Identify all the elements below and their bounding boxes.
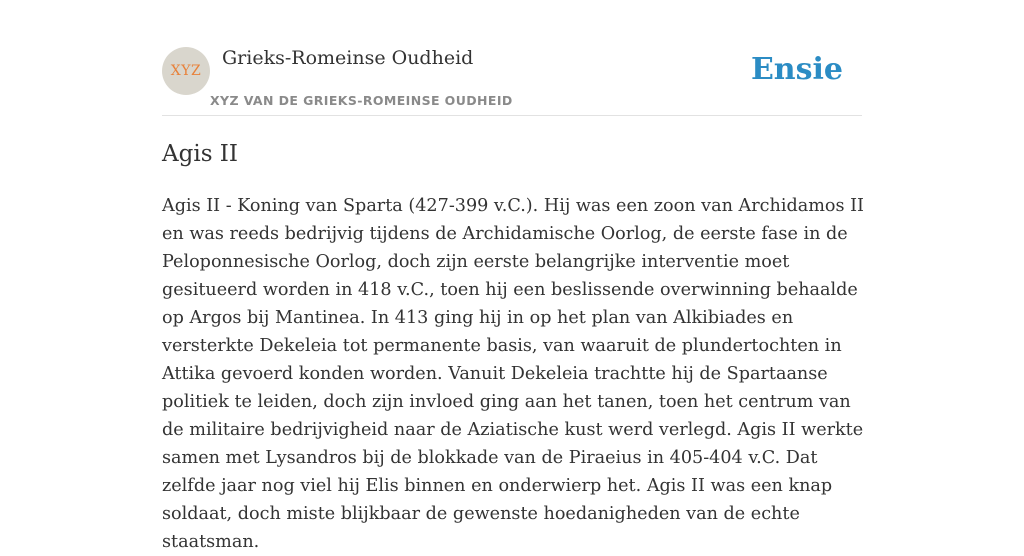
collection-subtitle: XYZ VAN DE GRIEKS-ROMEINSE OUDHEID: [210, 93, 513, 108]
header-divider: [162, 115, 862, 116]
avatar[interactable]: [162, 47, 210, 95]
article-body: Agis II - Koning van Sparta (427-399 v.C.). Hij was een zoon van Archidamos II en was reeds bedrijvig tijdens de Archidamische Oorlog, de eerste fase in de Peloponnesische Oorlog, doch zijn eerste belangrijke interventie moet gesitueerd worden in 418 v.C., toen hij een beslissende overwinning behaalde op Argos bij Mantinea. In 413 ging hij in op het plan van Alkibiades en versterkte Dekeleia tot permanente basis, van waaruit de plundertochten in Attika gevoerd konden worden. Vanuit Dekeleia trachtte hij de Spartaanse politiek te leiden, doch zijn invloed ging aan het tanen, toen het centrum van de militaire bedrijvigheid naar de Aziatische kust werd verlegd. Agis II werkte samen met Lysandros bij de blokkade van de Piraeius in 405-404 v.C. Dat zelfde jaar nog viel hij Elis binnen en onderwierp het. Agis II was een knap soldaat, doch miste blijkbaar de gewenste hoedanigheden van de echte staatsman.: [162, 196, 864, 552]
avatar-text: XYZ: [170, 63, 202, 79]
article-title: Agis II: [162, 141, 238, 167]
ensie-logo[interactable]: Ensie: [750, 52, 843, 87]
collection-title-link[interactable]: Grieks-Romeinse Oudheid: [222, 47, 474, 69]
